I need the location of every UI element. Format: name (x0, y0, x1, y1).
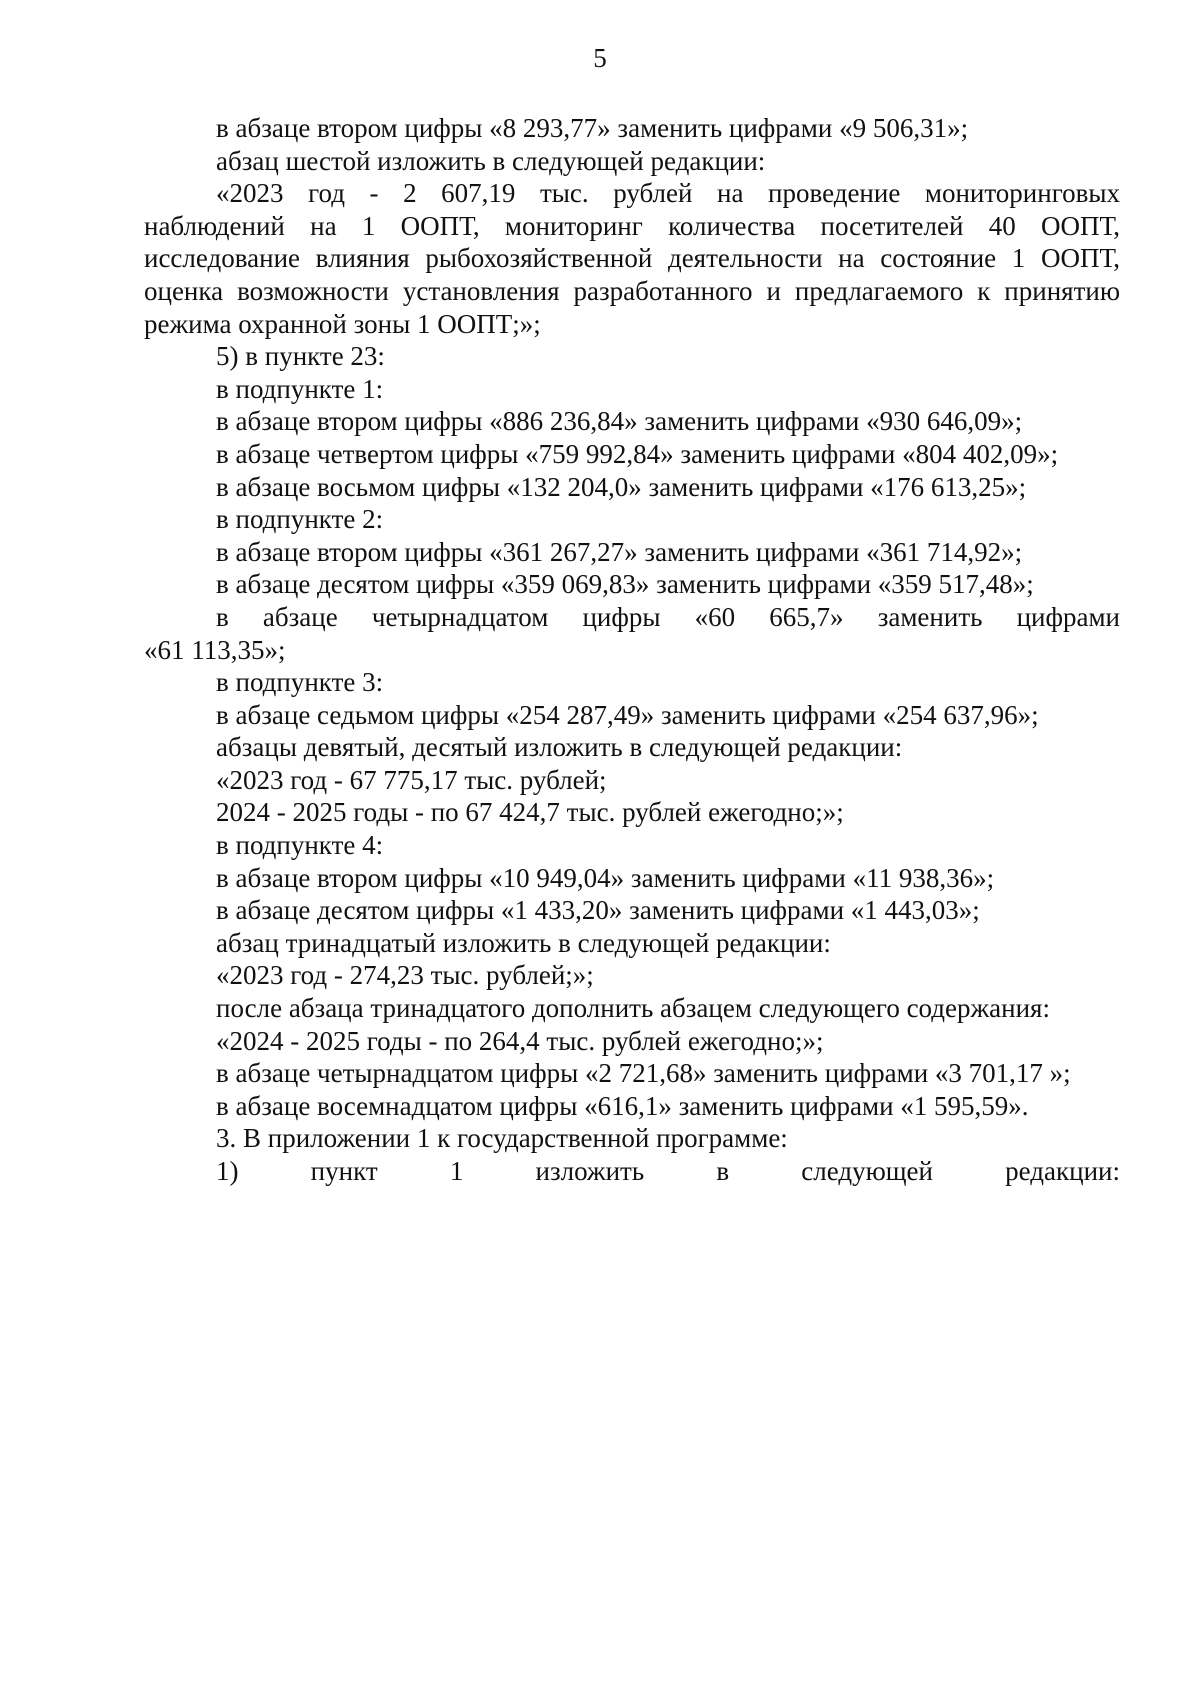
text-line: в абзаце восемнадцатом цифры «616,1» заменить цифрами «1 595,59». (216, 1090, 1029, 1121)
text-line: в абзаце втором цифры «886 236,84» заменить цифрами «930 646,09»; (216, 406, 1023, 437)
text-line: абзац тринадцатый изложить в следующей редакции: (216, 927, 831, 958)
text-line: в подпункте 4: (216, 830, 384, 861)
text-line: после абзаца тринадцатого дополнить абзацем следующего содержания: (216, 993, 1050, 1024)
text-line: в абзаце десятом цифры «359 069,83» заменить цифрами «359 517,48»; (216, 569, 1034, 600)
text-line: абзацы девятый, десятый изложить в следующей редакции: (216, 732, 903, 763)
text-line: 5) в пункте 23: (216, 341, 385, 372)
text-line: в подпункте 2: (216, 504, 384, 535)
text-line: «2023 год - 67 775,17 тыс. рублей; (216, 764, 607, 795)
text-line: в абзаце втором цифры «361 267,27» заменить цифрами «361 714,92»; (216, 536, 1023, 567)
text-line: в абзаце десятом цифры «1 433,20» заменить цифрами «1 443,03»; (216, 895, 980, 926)
text-line: оценка возможности установления разработанного и предлагаемого к принятию (144, 275, 1120, 306)
text-line: в абзаце втором цифры «8 293,77» заменить цифрами «9 506,31»; (216, 113, 969, 143)
text-line: «2023 год - 2 607,19 тыс. рублей на проведение мониторинговых (216, 178, 1120, 209)
text-line: 1) пункт 1 изложить в следующей редакции: (216, 1156, 1120, 1186)
text-line: «2024 - 2025 годы - по 264,4 тыс. рублей ежегодно;»; (216, 1025, 824, 1056)
text-line: «61 113,35»; (144, 634, 286, 665)
text-line: в абзаце втором цифры «10 949,04» заменить цифрами «11 938,36»; (216, 862, 995, 893)
text-line: в абзаце четвертом цифры «759 992,84» заменить цифрами «804 402,09»; (216, 438, 1059, 469)
text-line: в подпункте 1: (216, 373, 384, 404)
text-line: в абзаце седьмом цифры «254 287,49» заменить цифрами «254 637,96»; (216, 699, 1039, 730)
text-line: абзац шестой изложить в следующей редакции: (216, 145, 766, 176)
document-body (144, 112, 1120, 1188)
text-line: 2024 - 2025 годы - по 67 424,7 тыс. рублей ежегодно;»; (216, 797, 844, 828)
text-line: исследование влияния рыбохозяйственной деятельности на состояние 1 ООПТ, (144, 243, 1120, 274)
page-number: 5 (593, 43, 607, 73)
text-line: наблюдений на 1 ООПТ, мониторинг количества посетителей 40 ООПТ, (144, 210, 1120, 241)
text-line: режима охранной зоны 1 ООПТ;»; (144, 308, 541, 339)
text-line: в абзаце четырнадцатом цифры «60 665,7» заменить цифрами (216, 601, 1120, 632)
text-line: «2023 год - 274,23 тыс. рублей;»; (216, 960, 594, 991)
text-line: в абзаце восьмом цифры «132 204,0» заменить цифрами «176 613,25»; (216, 471, 1027, 502)
text-line: в подпункте 3: (216, 667, 384, 698)
text-line: в абзаце четырнадцатом цифры «2 721,68» заменить цифрами «3 701,17 »; (216, 1058, 1071, 1089)
text-line: 3. В приложении 1 к государственной программе: (216, 1123, 788, 1154)
